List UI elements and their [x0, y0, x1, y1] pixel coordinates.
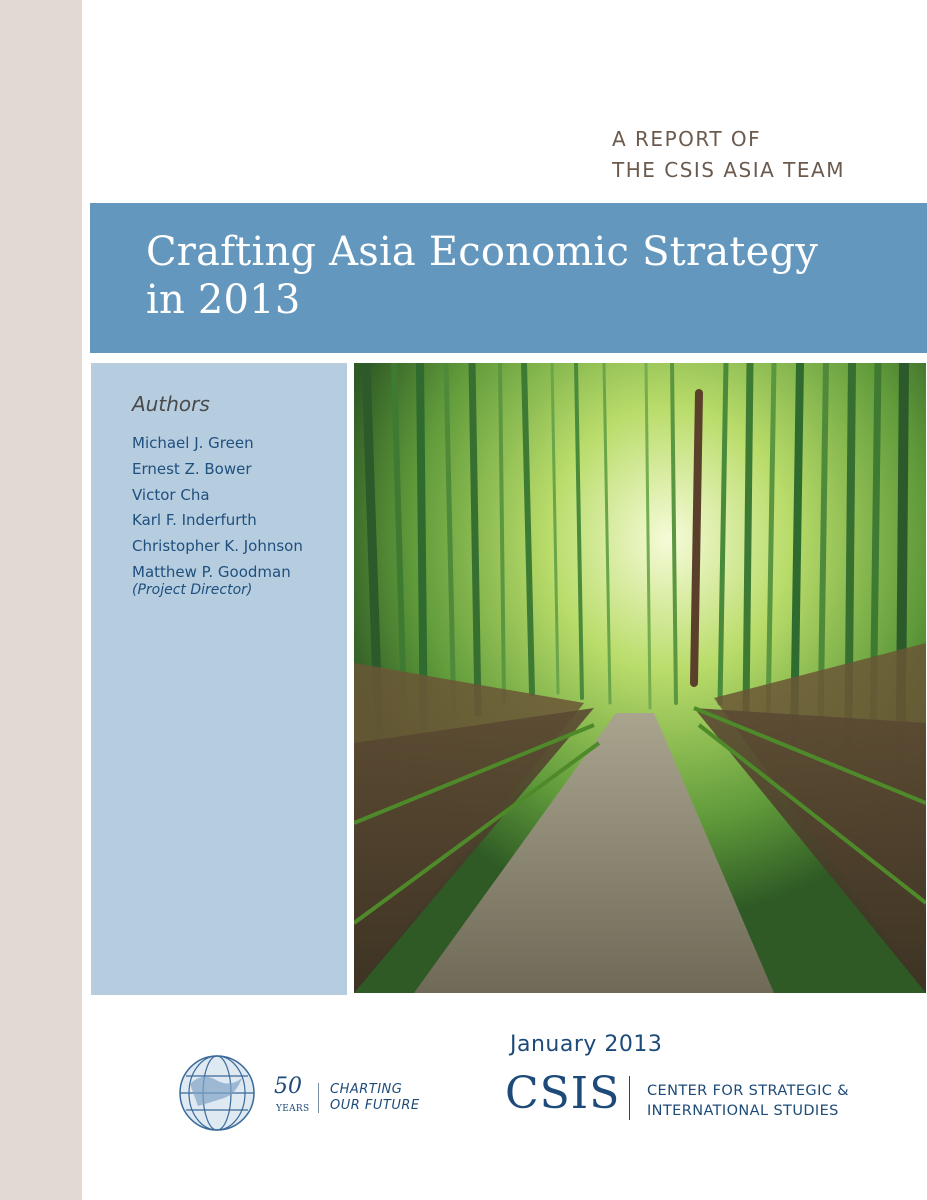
- csis-full-name-line-1: CENTER FOR STRATEGIC &: [647, 1083, 849, 1099]
- cover-spine: [0, 0, 82, 1200]
- report-kicker: [612, 124, 912, 186]
- title-line-1: Crafting Asia Economic Strategy: [146, 229, 819, 275]
- author-item: Victor Cha: [132, 485, 210, 504]
- csis-full-name: [647, 1081, 849, 1121]
- csis-full-name-line-2: INTERNATIONAL STUDIES: [647, 1103, 839, 1119]
- report-title: [146, 228, 906, 324]
- slogan-line-1: CHARTING: [330, 1082, 403, 1097]
- authors-list: [132, 432, 303, 587]
- kicker-line-1: A REPORT OF: [612, 127, 762, 151]
- author-item: Karl F. Inderfurth: [132, 511, 257, 530]
- publication-date: January 2013: [510, 1032, 663, 1057]
- author-item: Christopher K. Johnson: [132, 537, 303, 556]
- project-director-note: (Project Director): [132, 582, 253, 598]
- bamboo-forest-photo: [354, 363, 926, 993]
- author-item: Ernest Z. Bower: [132, 459, 252, 478]
- kicker-line-2: THE CSIS ASIA TEAM: [612, 158, 845, 182]
- csis-logo-text: CSIS: [505, 1068, 621, 1119]
- author-item: Matthew P. Goodman: [132, 562, 291, 581]
- slogan-line-2: OUR FUTURE: [330, 1098, 420, 1113]
- anniversary-years-label: YEARS: [276, 1104, 310, 1114]
- globe-icon: [178, 1054, 256, 1132]
- logo-divider: [629, 1076, 630, 1120]
- anniversary-slogan: [330, 1082, 420, 1114]
- anniversary-divider: [318, 1083, 319, 1113]
- authors-heading: Authors: [132, 392, 210, 416]
- anniversary-number: 50: [274, 1074, 302, 1099]
- author-item: Michael J. Green: [132, 434, 254, 452]
- title-line-2: in 2013: [146, 277, 301, 323]
